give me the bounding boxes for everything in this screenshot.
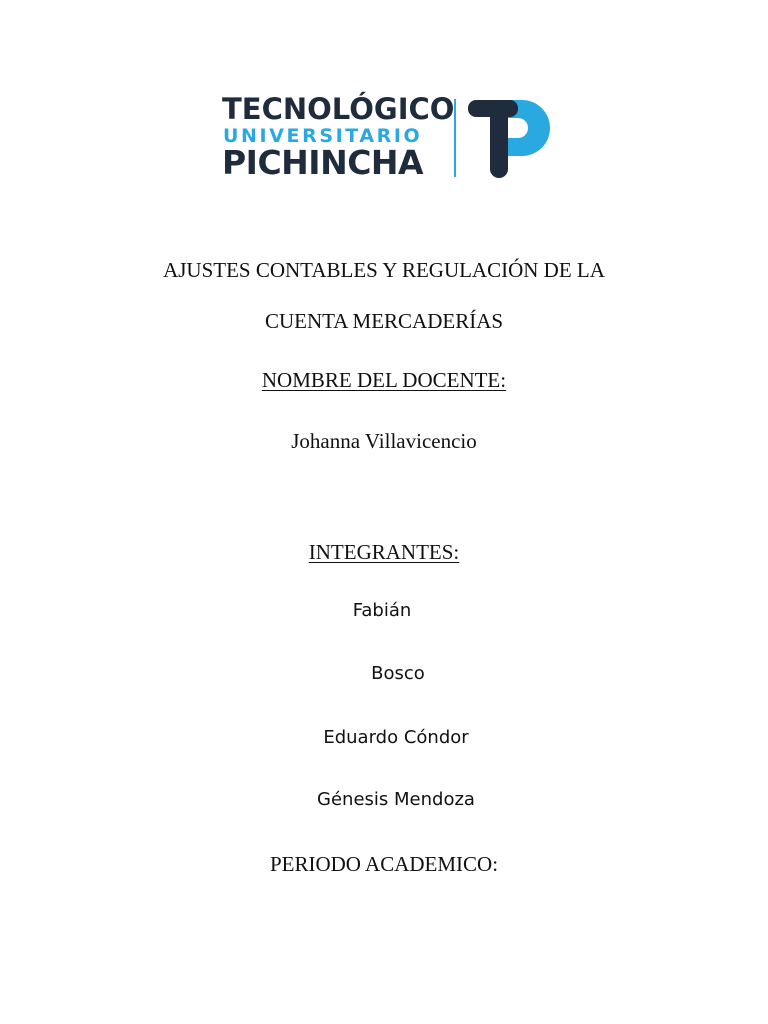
- logo-divider: [454, 99, 456, 177]
- period-heading: PERIODO ACADEMICO:: [269, 852, 499, 876]
- member-name-3: Eduardo Cóndor: [323, 727, 469, 748]
- members-heading: INTEGRANTES:: [308, 540, 460, 564]
- logo-line-tecnologico: TECNOLÓGICO: [222, 92, 455, 126]
- member-name-1: Fabián: [352, 600, 412, 621]
- institution-logo: [222, 92, 552, 184]
- member-name-2: Bosco: [371, 663, 425, 684]
- member-name-4: Génesis Mendoza: [317, 789, 475, 810]
- logo-line-pichincha: PICHINCHA: [222, 143, 424, 182]
- teacher-heading-row: [0, 368, 768, 393]
- members-heading-row: [0, 540, 768, 565]
- teacher-name: Johanna Villavicencio: [291, 429, 477, 453]
- title-line-1: AJUSTES CONTABLES Y REGULACIÓN DE LA: [163, 258, 605, 282]
- title-line-2: CUENTA MERCADERÍAS: [264, 309, 504, 333]
- tp-monogram-icon: [468, 98, 552, 180]
- teacher-heading: NOMBRE DEL DOCENTE:: [261, 368, 507, 392]
- logo-line-universitario: UNIVERSITARIO: [223, 125, 423, 147]
